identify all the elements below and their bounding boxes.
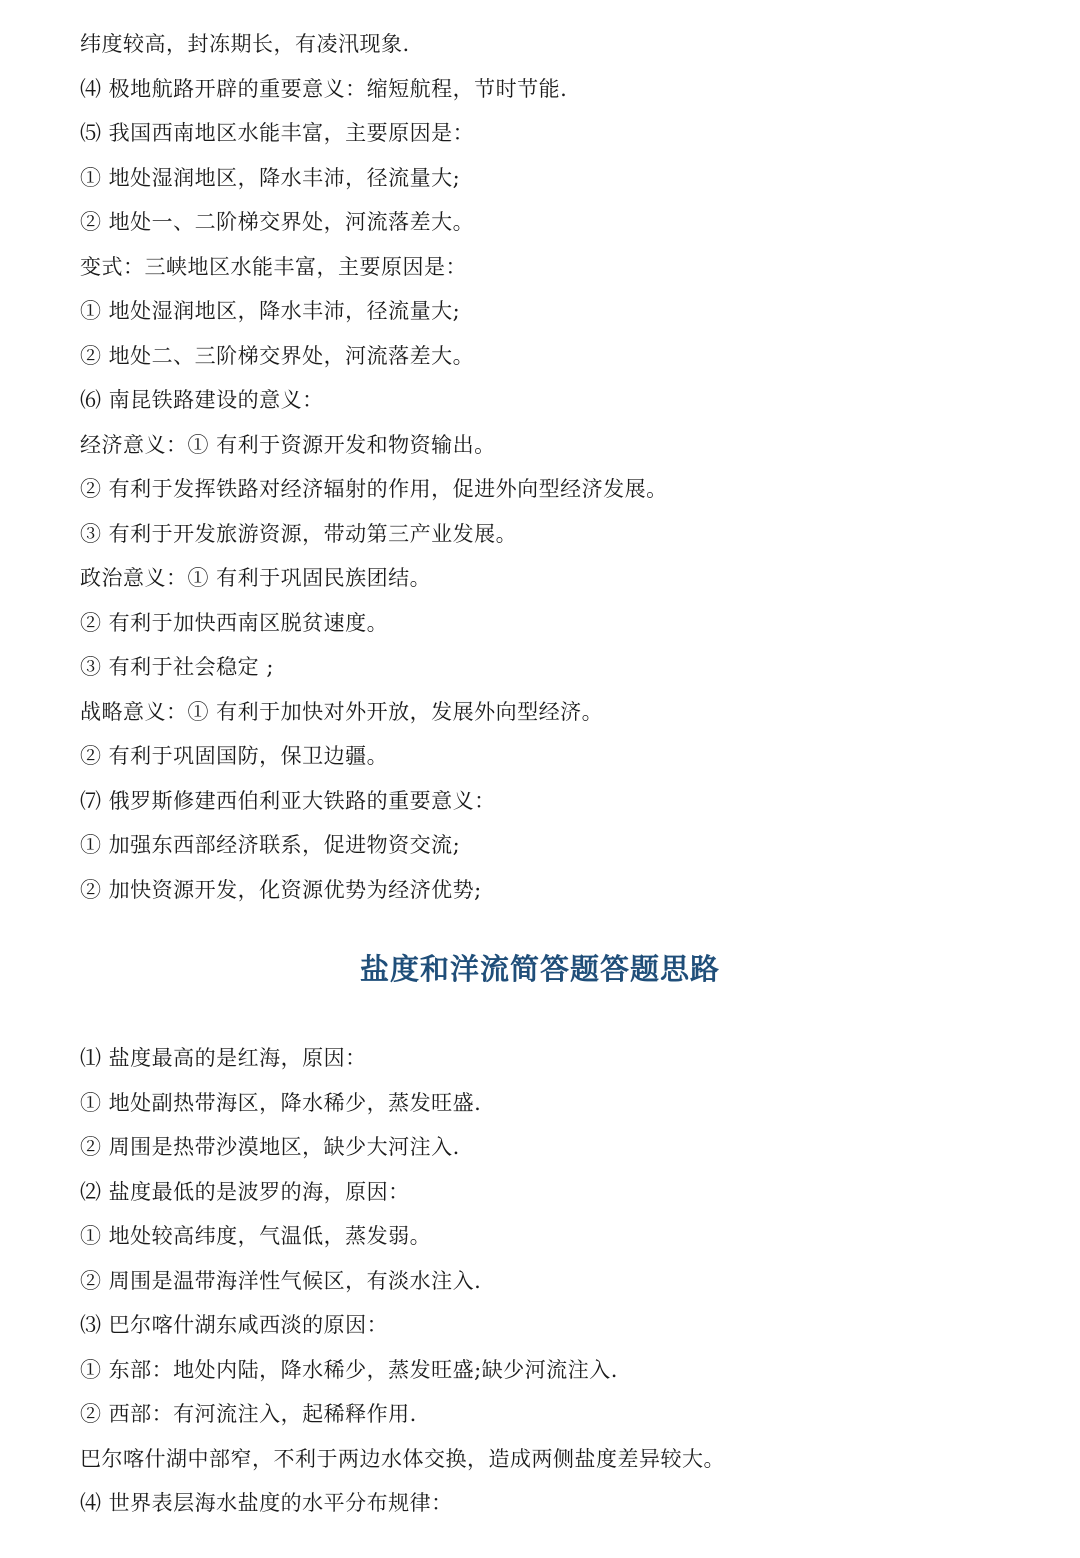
text-line: ① 地处湿润地区，降水丰沛，径流量大; <box>80 165 461 190</box>
text-line: 巴尔喀什湖中部窄，不利于两边水体交换，造成两侧盐度差异较大。 <box>80 1446 725 1471</box>
text-line: ⑹ 南昆铁路建设的意义： <box>80 388 324 412</box>
text-line: ⑺ 俄罗斯修建西伯利亚大铁路的重要意义： <box>80 788 496 813</box>
text-line: ⑵ 盐度最低的是波罗的海，原因： <box>80 1179 410 1204</box>
text-line: ③ 有利于开发旅游资源，带动第三产业发展。 <box>80 521 518 546</box>
text-line: ⑷ 世界表层海水盐度的水平分布规律： <box>80 1491 453 1515</box>
text-line: ⑸ 我国西南地区水能丰富，主要原因是： <box>80 121 475 145</box>
text-line: ⑴ 盐度最高的是红海，原因： <box>80 1046 367 1070</box>
text-line: ⑶ 巴尔喀什湖东咸西淡的原因： <box>80 1313 389 1337</box>
text-line: ① 地处副热带海区，降水稀少，蒸发旺盛. <box>80 1090 482 1115</box>
text-line: ③ 有利于社会稳定 ; <box>80 655 274 679</box>
text-line: 纬度较高，封冻期长，有凌汛现象. <box>80 32 410 56</box>
section-heading: 盐度和洋流简答题答题思路 <box>359 952 720 986</box>
section-one <box>80 22 1040 912</box>
text-line: ② 加快资源开发，化资源优势为经济优势; <box>80 877 482 902</box>
text-line: ② 西部：有河流注入，起稀释作用. <box>80 1402 417 1426</box>
text-line: 政治意义：① 有利于巩固民族团结。 <box>80 566 432 590</box>
text-line: ⑷ 极地航路开辟的重要意义：缩短航程，节时节能. <box>80 76 568 101</box>
text-line: 变式：三峡地区水能丰富，主要原因是： <box>80 254 467 279</box>
text-line: ① 加强东西部经济联系，促进物资交流; <box>80 833 461 857</box>
text-line: ② 地处二、三阶梯交界处，河流落差大。 <box>80 343 475 368</box>
text-line: ② 有利于巩固国防，保卫边疆。 <box>80 744 389 768</box>
text-line: ① 东部：地处内陆，降水稀少，蒸发旺盛;缺少河流注入. <box>80 1357 618 1382</box>
text-line: ① 地处湿润地区，降水丰沛，径流量大; <box>80 299 461 323</box>
text-line: ② 地处一、二阶梯交界处，河流落差大。 <box>80 210 475 234</box>
text-line: ② 周围是热带沙漠地区，缺少大河注入. <box>80 1135 460 1159</box>
text-line: ② 有利于加快西南区脱贫速度。 <box>80 610 389 635</box>
section-two <box>80 1036 1040 1526</box>
text-line: 战略意义：① 有利于加快对外开放，发展外向型经济。 <box>80 699 604 724</box>
text-line: ① 地处较高纬度，气温低，蒸发弱。 <box>80 1224 432 1248</box>
text-line: ② 周围是温带海洋性气候区，有淡水注入. <box>80 1268 482 1293</box>
text-line: 经济意义：① 有利于资源开发和物资输出。 <box>80 432 496 457</box>
text-line: ② 有利于发挥铁路对经济辐射的作用，促进外向型经济发展。 <box>80 477 668 501</box>
